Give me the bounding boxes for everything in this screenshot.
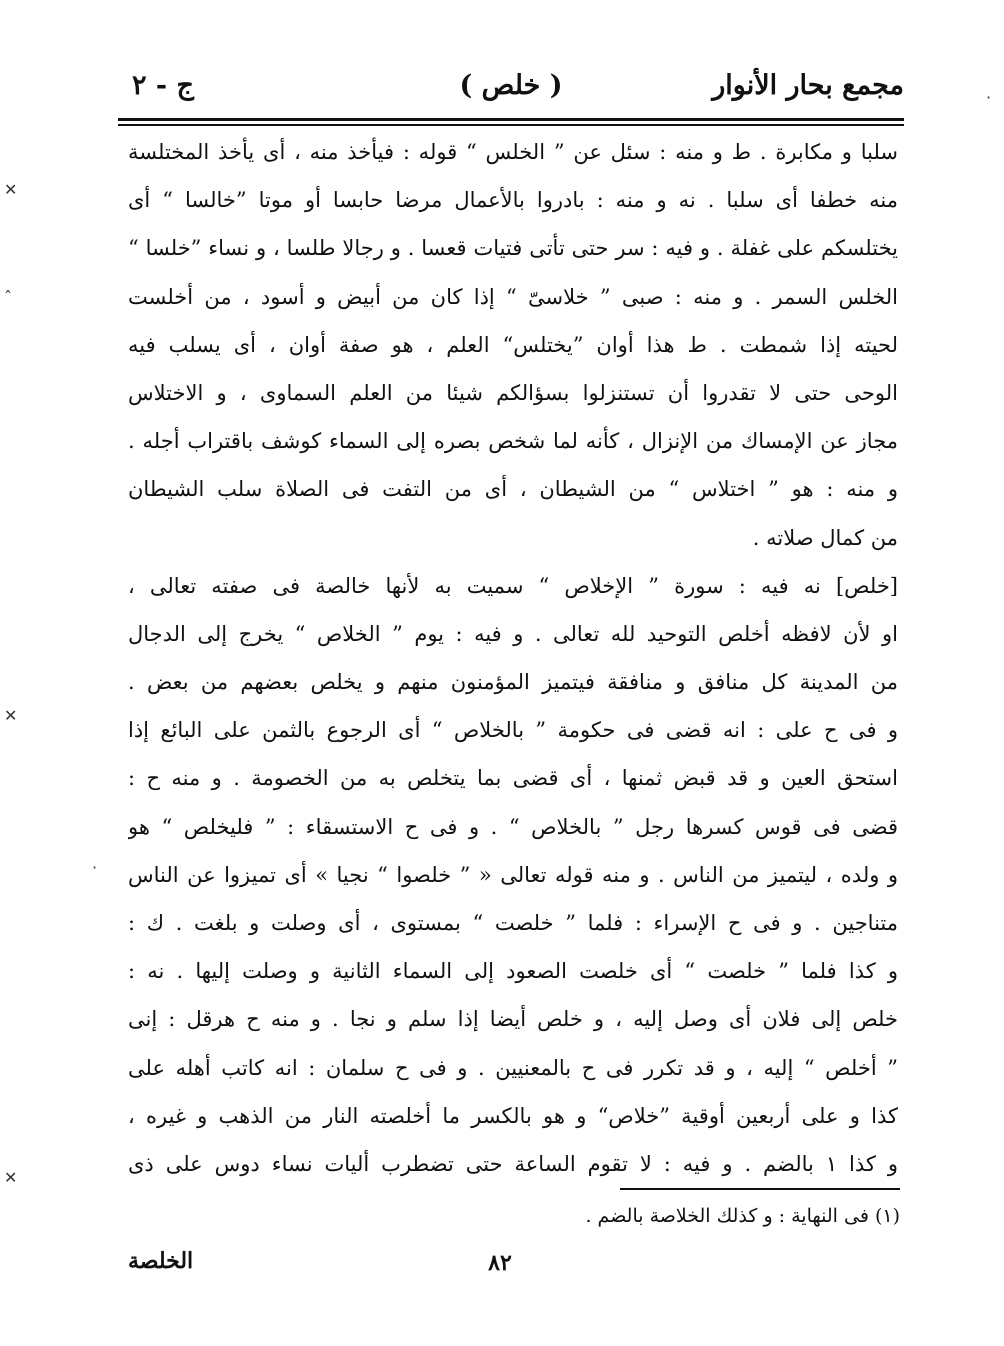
text-line: متناجين . و فى ح الإسراء : فلما ” خلصت “ بمستوى ، أى وصلت و بلغت . ك : [128,911,898,935]
main-text [128,128,898,1188]
text-line: لحيته إذا شمطت . ط هذا أوان ”يختلس“ العلم ، هو صفة أوان ، أى يسلب فيه [128,332,898,357]
text-line: كذا و على أربعين أوقية ”خلاص“ و هو بالكسر ما أخلصته النار من الذهب و غيره ، [128,1103,898,1128]
footnote: (١) فى النهاية : و كذلك الخلاصة بالضم . [585,1205,900,1227]
margin-mark: ˆ [4,288,12,307]
text-line: الوحى حتى لا تقدروا أن تستنزلوا بسؤالكم شيئا من العلم السماوى ، و الاختلاس [128,380,898,405]
text-line: ” أخلص “ إليه ، و قد تكرر فى ح بالمعنيين . و فى ح سلمان : انه كاتب أهله على [128,1055,898,1080]
text-line: يختلسكم على غفلة . و فيه : سر حتى تأتى فتيات قعسا . و رجالا طلسا ، و نساء ”خلسا “ [128,236,898,261]
entry-heading: ( خلص ) [459,70,563,101]
text-line: و فى ح على : انه قضى فى حكومة ” بالخلاص “ أى الرجوع بالثمن على البائع إذا [128,718,898,743]
text-line: و منه : هو ” اختلاس “ من الشيطان ، أى من التفت فى الصلاة سلب الشيطان [128,477,898,502]
page-header [118,66,904,110]
text-line: او لأن لافظه أخلص التوحيد لله تعالى . و فيه : يوم ” الخلاص “ يخرج إلى الدجال [128,621,898,646]
text-line: استحق العين و قد قبض ثمنها ، أى قضى بما يتخلص به من الخصومة . و منه ح : [128,766,898,791]
margin-mark: ✕ [4,180,18,199]
margin-mark: · [986,88,992,107]
header-rule-thick [118,118,904,121]
text-line: من المدينة كل منافق و منافقة فيتميز المؤمنون منهم و يخلص بعضهم من بعض . [128,670,898,695]
text-line: من كمال صلاته . [752,525,898,550]
text-line: قضى فى قوس كسرها رجل ” بالخلاص “ . و فى ح الاستسقاء : ” فليخلص “ هو [128,814,898,839]
text-line: و كذا ١ بالضم . و فيه : لا تقوم الساعة حتى تضطرب أليات نساء دوس على ذى [128,1151,898,1176]
text-line: منه خطفا أى سلبا . نه و منه : بادروا بالأعمال مرضا حابسا أو موتا ”خالسا “ أى [128,188,898,213]
margin-mark: · [92,858,98,877]
text-line: [خلص] نه فيه : سورة ” الإخلاص “ سميت به لأنها خالصة فى صفته تعالى ، [128,573,898,598]
page-number: ٨٢ [488,1250,512,1276]
book-title: مجمع بحار الأنوار [712,70,904,101]
text-line: الخلس السمر . و منه : صبى ” خلاسىّ “ إذا كان من أبيض و أسود ، من أخلست [128,284,898,309]
text-line: سلبا و مكابرة . ط و منه : سئل عن ” الخلس “ قوله : فيأخذ منه ، أى يأخذ المختلسة [128,140,898,164]
margin-mark: ✕ [4,706,18,725]
catchword: الخلصة [128,1248,194,1274]
header-rule-thin [118,124,904,126]
text-line: و كذا فلما ” خلصت “ أى خلصت الصعود إلى السماء الثانية و وصلت إليها . نه : [128,959,898,984]
text-line: مجاز عن الإمساك من الإنزال ، كأنه لما شخص بصره إلى السماء كوشف باقتراب أجله . [128,429,898,454]
text-line: خلص إلى فلان أى وصل إليه ، و خلص أيضا إذا سلم و نجا . و منه ح هرقل : إنى [128,1007,898,1032]
footnote-rule [620,1188,900,1190]
text-line: و ولده ، ليتميز من الناس . و منه قوله تعالى « ” خلصوا “ نجيا » أى تميزوا عن الناس [128,862,898,887]
volume-label: ج - ٢ [132,70,194,101]
margin-mark: ✕ [4,1168,18,1187]
